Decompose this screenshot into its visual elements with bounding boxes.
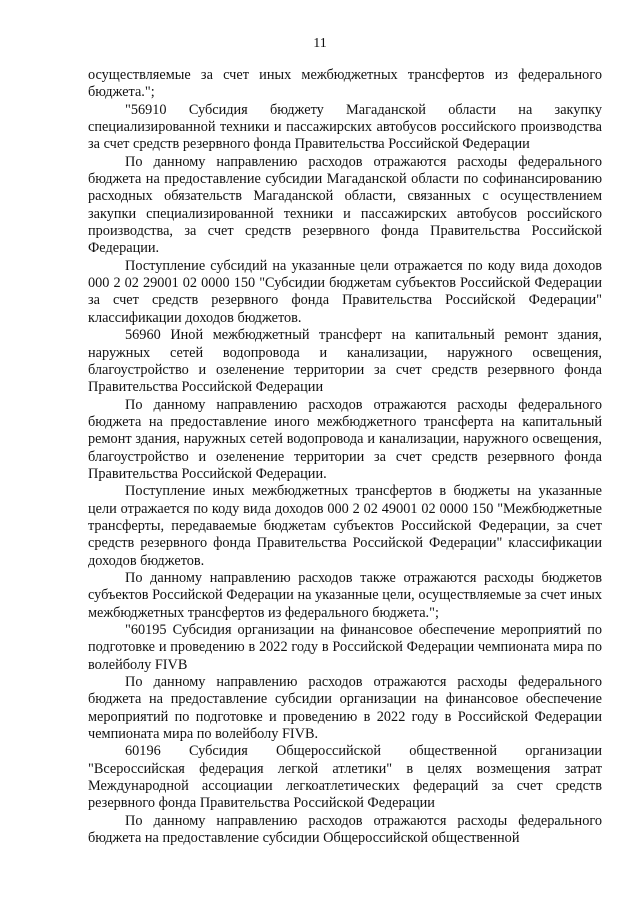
paragraph-heading-56960: 56960 Иной межбюджетный трансферт на капитальный ремонт здания, наружных сетей водопровода и канализации, наружного освещения, благоустройство и озеленение территории за счет средств резервного фонда Правительства Российской Федерации xyxy=(88,327,602,396)
paragraph: По данному направлению расходов отражаются расходы федерального бюджета на предоставление иного межбюджетного трансферта на капитальный ремонт здания, наружных сетей водопровода и канализации, наружного освещения, благоустройство и озеленение территории за счет средств резервного фонда Правительства Российской Федерации. xyxy=(88,396,602,482)
paragraph: По данному направлению расходов также отражаются расходы бюджетов субъектов Российской Федерации на указанные цели, осуществляемые за счет иных межбюджетных трансфертов из федерального бюджета."; xyxy=(88,569,602,621)
page-number: 11 xyxy=(313,36,327,51)
paragraph: Поступление иных межбюджетных трансфертов в бюджеты на указанные цели отражается по коду вида доходов 000 2 02 49001 02 0000 150 "Межбюджетные трансферты, передаваемые бюджетам субъектов Российской Федерации, за счет средств резервного фонда Правительства Российской Федерации" классификации доходов бюджетов. xyxy=(88,483,602,569)
paragraph-heading-60196: 60196 Субсидия Общероссийской общественной организации "Всероссийская федерация легкой атлетики" в целях возмещения затрат Международной ассоциации легкоатлетических федераций за счет средств резервного фонда Правительства Российской Федерации xyxy=(88,743,602,812)
paragraph-continuation: осуществляемые за счет иных межбюджетных трансфертов из федерального бюджета."; xyxy=(88,67,602,101)
paragraph: Поступление субсидий на указанные цели отражается по коду вида доходов 000 2 02 29001 02 0000 150 "Субсидии бюджетам субъектов Российской Федерации за счет средств резервного фонда Правительства Российской Федерации" классификации доходов бюджетов. xyxy=(88,257,602,326)
paragraph: По данному направлению расходов отражаются расходы федерального бюджета на предоставление субсидии Магаданской области по софинансированию расходных обязательств Магаданской области, связанных с осуществлением закупки специализированной техники и пассажирских автобусов российского производства, за счет средств резервного фонда Правительства Российской Федерации. xyxy=(88,153,602,257)
document-body xyxy=(88,67,602,847)
paragraph-heading-60195: "60195 Субсидия организации на финансовое обеспечение мероприятий по подготовке и проведению в 2022 году в Российской Федерации чемпионата мира по волейболу FIVB xyxy=(88,622,602,673)
paragraph-heading-56910: "56910 Субсидия бюджету Магаданской области на закупку специализированной техники и пассажирских автобусов российского производства за счет средств резервного фонда Правительства Российской Федерации xyxy=(88,101,602,153)
paragraph: По данному направлению расходов отражаются расходы федерального бюджета на предоставление субсидии организации на финансовое обеспечение мероприятий по подготовке и проведению в 2022 году в Российской Федерации чемпионата мира по волейболу FIVB. xyxy=(88,674,602,743)
paragraph-last: По данному направлению расходов отражаются расходы федерального бюджета на предоставление субсидии Общероссийской общественной xyxy=(88,812,602,847)
